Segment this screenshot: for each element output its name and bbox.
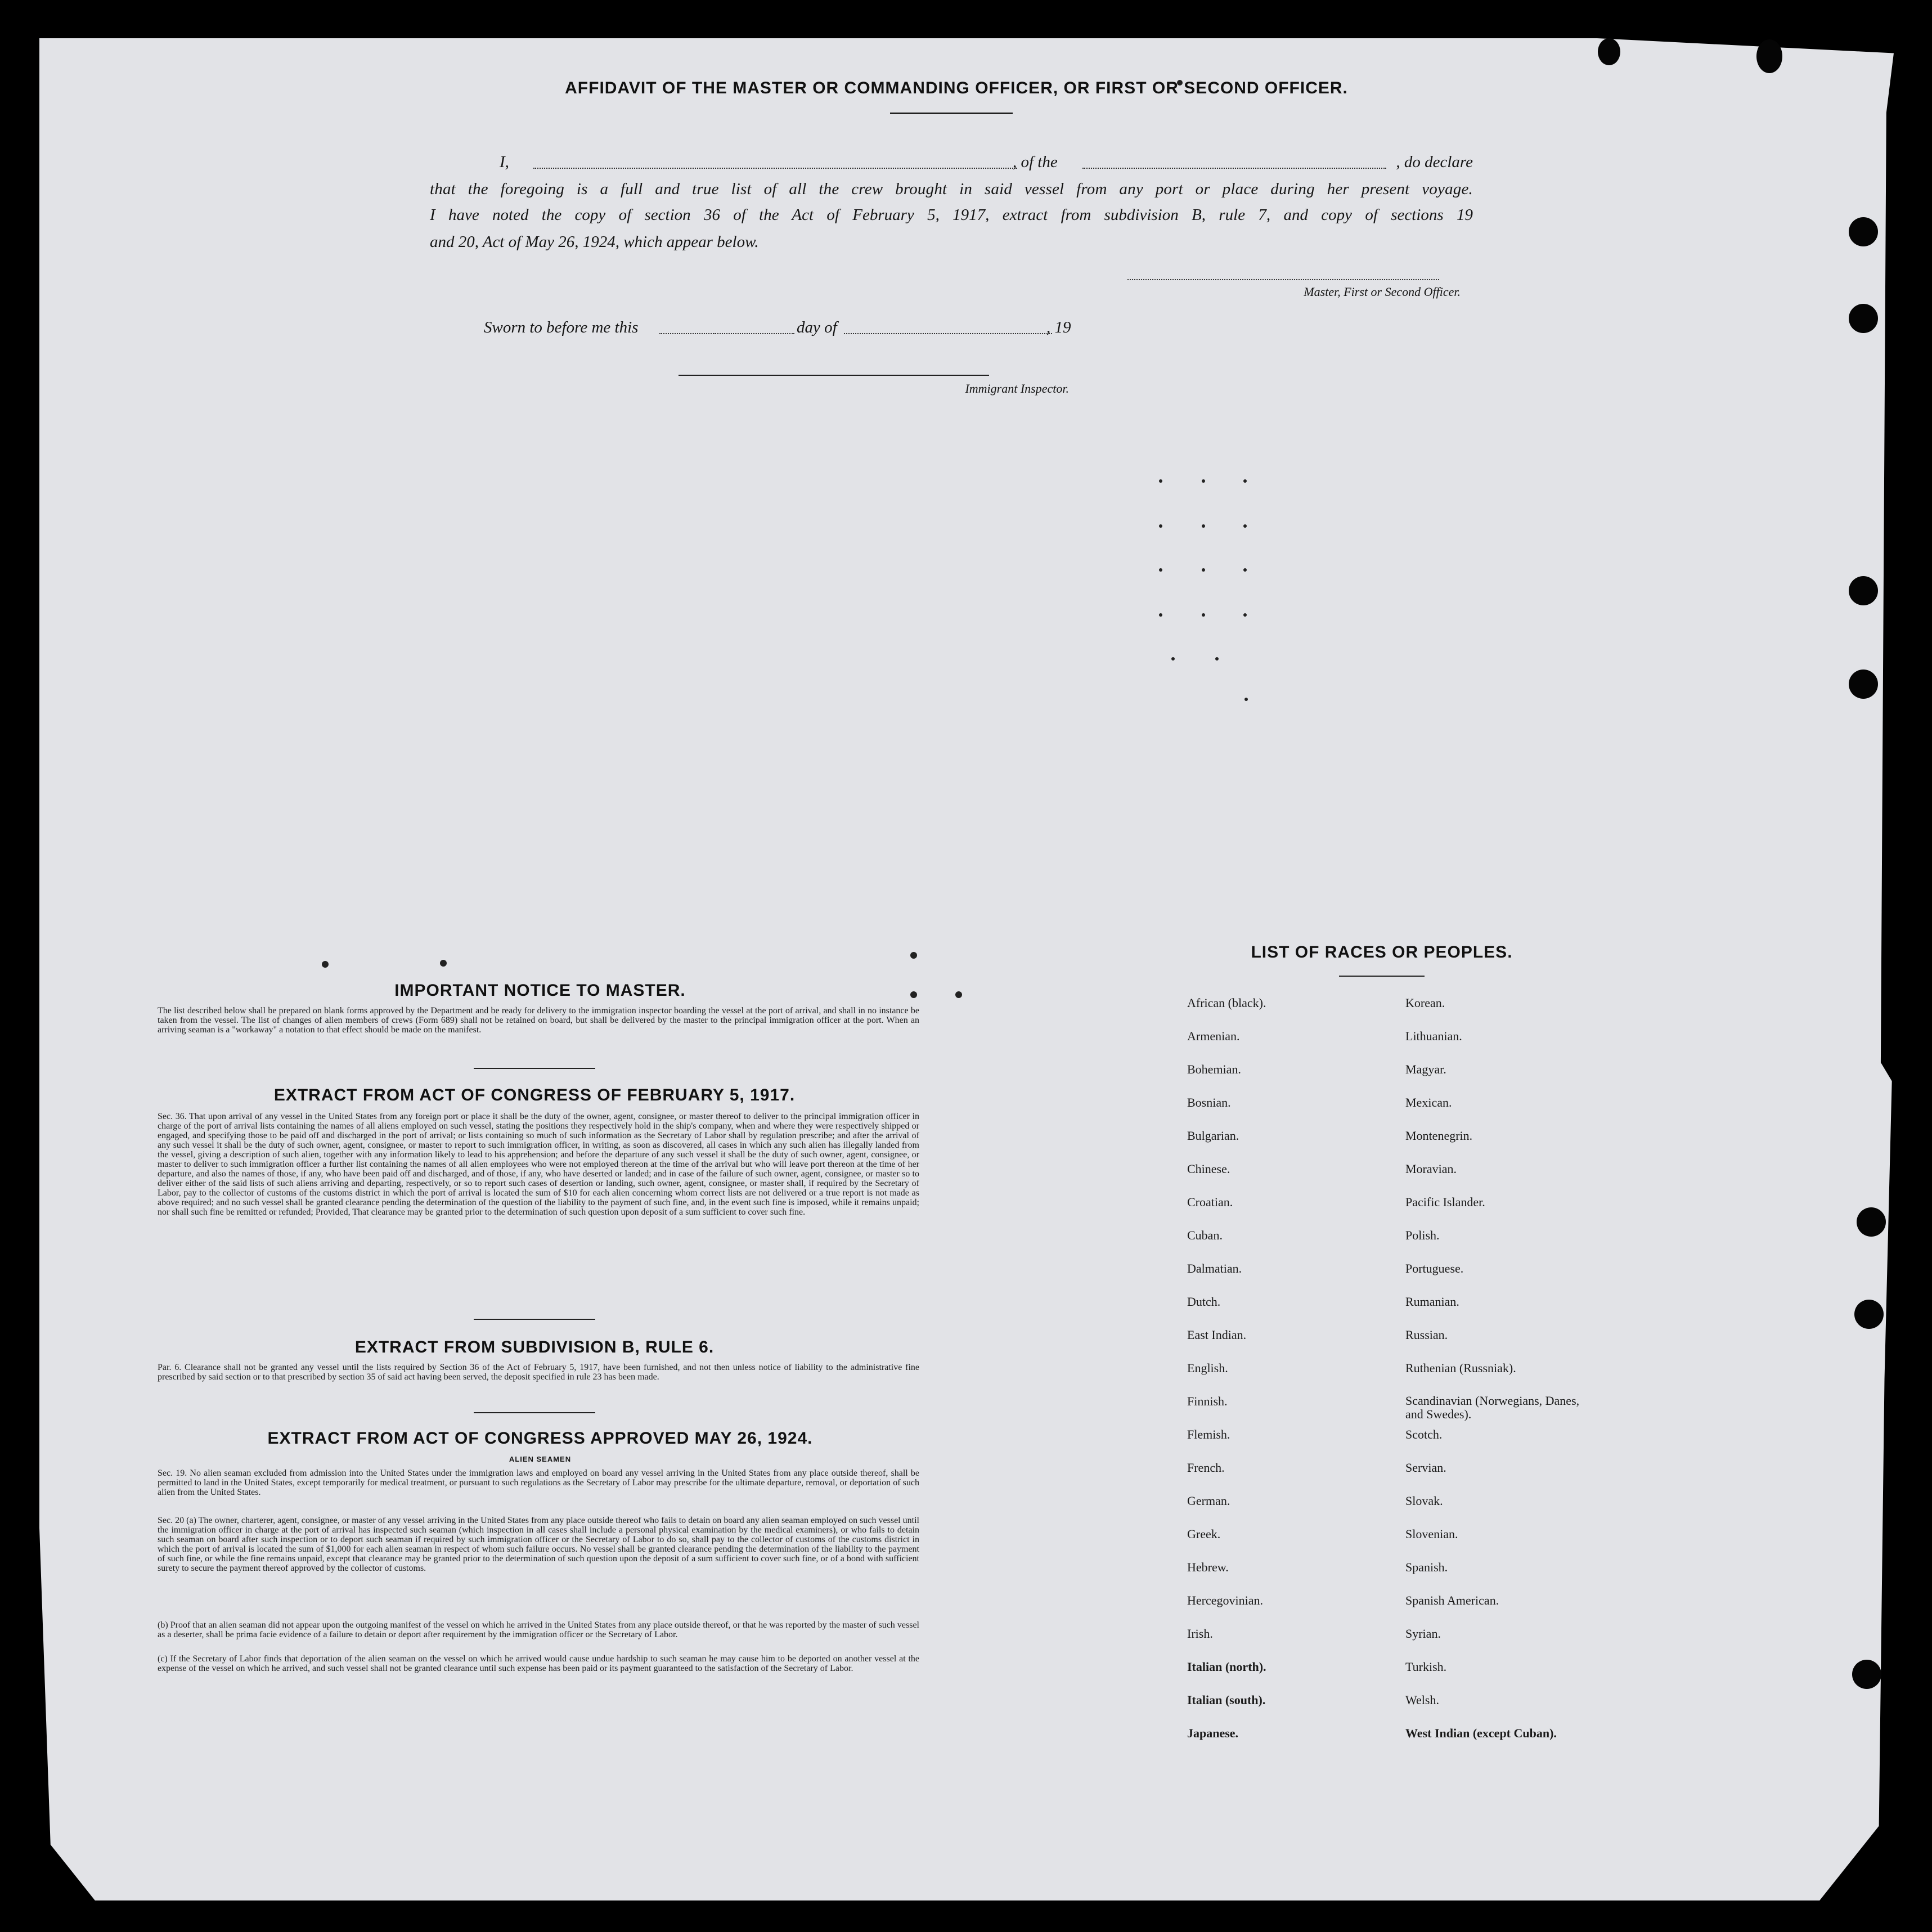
affidavit-line4: and 20, Act of May 26, 1924, which appear below.: [430, 233, 759, 251]
left-race-item: Dalmatian.: [1187, 1261, 1242, 1275]
affidavit-declare: , do declare: [1396, 153, 1473, 171]
left-race-item: English.: [1187, 1361, 1228, 1375]
sworn-prefix: Sworn to before me this: [484, 318, 639, 336]
speck: [1243, 613, 1247, 617]
speck: [910, 952, 917, 959]
speck: [1171, 657, 1175, 661]
punch-hole: [1756, 39, 1782, 73]
right-race-item: Spanish American.: [1405, 1593, 1499, 1607]
vessel-field[interactable]: [1082, 168, 1386, 169]
punch-hole: [1852, 1660, 1881, 1689]
right-race-item: Russian.: [1405, 1328, 1448, 1342]
right-race-item: Lithuanian.: [1405, 1029, 1462, 1043]
left-race-item: Italian (south).: [1187, 1693, 1266, 1707]
left-race-item: Hebrew.: [1187, 1560, 1229, 1574]
punch-hole: [1849, 670, 1878, 699]
right-race-item: Spanish.: [1405, 1560, 1448, 1574]
left-race-item: African (black).: [1187, 996, 1266, 1010]
extract-1917-title: EXTRACT FROM ACT OF CONGRESS OF FEBRUARY 5, 1917.: [273, 1086, 796, 1104]
inspector-line[interactable]: [679, 375, 989, 376]
left-race-item: Bohemian.: [1187, 1062, 1241, 1076]
sworn-day-of: day of: [797, 318, 837, 336]
left-race-item: Hercegovinian.: [1187, 1593, 1263, 1607]
affidavit-line3: I have noted the copy of section 36 of the Act of February 5, 1917, extract from subdivision B, rule 7, and copy of sections 19: [430, 206, 1473, 224]
right-race-item: Ruthenian (Russniak).: [1405, 1361, 1516, 1375]
right-race-item: Scotch.: [1405, 1427, 1443, 1441]
signature-line[interactable]: [1127, 279, 1439, 280]
right-race-item: Syrian.: [1405, 1627, 1441, 1641]
sworn-month-fill: [844, 333, 1052, 334]
extract-1924-title: EXTRACT FROM ACT OF CONGRESS APPROVED MAY 26, 1924.: [267, 1429, 813, 1448]
speck: [1202, 524, 1205, 528]
speck: [1159, 613, 1162, 617]
speck: [1159, 524, 1162, 528]
right-race-item: Slovak.: [1405, 1494, 1443, 1508]
left-race-item: French.: [1187, 1461, 1225, 1475]
left-race-item: Bosnian.: [1187, 1095, 1231, 1109]
speck: [1244, 698, 1248, 701]
sec19-text: Sec. 19. No alien seaman excluded from admission into the United States under the immigration laws and employed on board any vessel arriving in the United States from any place outside thereof, shall be permitted to land in the United States, except temporarily for medical treatment, or pursuant to such regulations as the Secretary of Labor may prescribe for the ultimate departure, removal, or deportation of such alien from the United States.: [158, 1468, 919, 1497]
speck: [440, 960, 447, 967]
sworn-line: [484, 318, 1091, 341]
notice-text: The list described below shall be prepared on blank forms approved by the Department and be ready for delivery to the immigration inspector boarding the vessel at the port of arrival, and shall in no instance be taken from the vessel. The list of changes of alien members of crews (Form 689) shall not be retained on board, but shall be delivered by the master to the principal immigration officer at the port. When an arriving seaman is a "workaway" a notation to that effect should be made on the manifest.: [158, 1006, 919, 1035]
right-race-item: Servian.: [1405, 1461, 1446, 1475]
speck: [1243, 568, 1247, 572]
left-race-item: Italian (north).: [1187, 1660, 1266, 1674]
left-race-item: Dutch.: [1187, 1295, 1221, 1309]
notice-title: IMPORTANT NOTICE TO MASTER.: [394, 981, 686, 1000]
right-race-item: Slovenian.: [1405, 1527, 1458, 1541]
right-race-item: Mexican.: [1405, 1095, 1452, 1109]
punch-hole: [1598, 38, 1620, 65]
sworn-day-fill: [659, 333, 794, 334]
left-race-item: Greek.: [1187, 1527, 1221, 1541]
affidavit-line2: that the foregoing is a full and true list of all the crew brought in said vessel from any port or place during her present voyage.: [430, 180, 1473, 198]
divider: [474, 1319, 595, 1320]
left-race-item: Bulgarian.: [1187, 1129, 1239, 1143]
sec20c-text: (c) If the Secretary of Labor finds that deportation of the alien seaman on the vessel on which he arrived would cause undue hardship to such seaman he may cause him to be deported on another vessel at the expense of the vessel on which he arrived, and such vessel shall not be granted clearance until such expense has been paid or its payment guaranteed to the satisfaction of the Secretary of Labor.: [158, 1654, 919, 1673]
left-race-item: Cuban.: [1187, 1228, 1223, 1242]
alien-seamen-subtitle: ALIEN SEAMEN: [509, 1455, 572, 1463]
name-field[interactable]: [533, 168, 1017, 169]
left-race-item: Irish.: [1187, 1627, 1213, 1641]
left-race-item: Croatian.: [1187, 1195, 1233, 1209]
right-race-item: Moravian.: [1405, 1162, 1457, 1176]
right-race-item: Pacific Islander.: [1405, 1195, 1485, 1209]
extract-rule-text: Par. 6. Clearance shall not be granted any vessel until the lists required by Section 36 of the Act of February 5, 1917, have been furnished, and not then unless notice of liability to the administrative fine prescribed by said section or to that prescribed by section 35 of said act having been served, the deposit specified in rule 23 has been made.: [158, 1363, 919, 1382]
left-race-item: Flemish.: [1187, 1427, 1230, 1441]
divider: [474, 1412, 595, 1413]
divider: [474, 1068, 595, 1069]
extract-1917-text: Sec. 36. That upon arrival of any vessel in the United States from any foreign port or place it shall be the duty of the owner, agent, consignee, or master thereof to deliver to the principal immigration officer in charge of the port of arrival lists containing the names of all aliens employed on such vessel, stating the positions they respectively hold in the ship's company, when and where they were respectively shipped or engaged, and specifying those to be paid off and discharged in the port of arrival; or lists containing so much of such information as the Secretary of Labor shall by regulation prescribe; and after the arrival of any such vessel it shall be the duty of such owner, agent, consignee, or master to report to such immigration officer, in writing, as soon as discovered, all cases in which any such alien has illegally landed from the vessel, giving a description of such alien, together with any information likely to lead to his apprehension; and before the departure of any such vessel it shall be the duty of such owner, agent, consignee, or master to deliver to such immigration officer a further list containing the names of all alien employees who were not employed thereon at the time of the arrival but who will leave port thereon at the time of her departure, and also the names of those, if any, who have been paid off and discharged, and of those, if any, who have deserted or landed; and in case of the failure of such owner, agent, consignee, or master so to deliver either of the said lists of such aliens arriving and departing, respectively, or so to report such cases of desertion or landing, such owner, agent, consignee, or master shall, if required by the Secretary of Labor, pay to the collector of customs of the customs district in which the port of arrival is located the sum of $10 for each alien concerning whom correct lists are not delivered or a true report is not made as above required; and no such vessel shall be granted clearance pending the determination of the question of the liability to the payment of such fine, and, in the event such fine is imposed, while it remains unpaid; nor shall such fine be remitted or refunded; Provided, That clearance may be granted prior to the determination of such question upon deposit of a sum sufficient to cover such fine.: [158, 1112, 919, 1217]
punch-hole: [1849, 576, 1878, 605]
right-race-item: Portuguese.: [1405, 1261, 1464, 1275]
sec20b-text: (b) Proof that an alien seaman did not appear upon the outgoing manifest of the vessel on which he arrived in the United States from any place outside thereof, or that he was reported by the master of such vessel as a deserter, shall be prima facie evidence of a failure to detain or deport after requirement by the immigration officer or the Secretary of Labor.: [158, 1620, 919, 1639]
sec20a-text: Sec. 20 (a) The owner, charterer, agent, consignee, or master of any vessel arriving in the United States from any place outside thereof who fails to detain on board any alien seaman employed on such vessel until the immigration officer in charge at the port of arrival has inspected such seaman (which inspection in all cases shall include a personal physical examination by the medical examiners), or who fails to detain such seaman on board after such inspection or to deport such seaman if required by such immigration officer or the Secretary of Labor to do so, shall pay to the collector of customs of the customs district in which the port of arrival is located the sum of $1,000 for each alien seaman in respect of whom such failure occurs. No vessel shall be granted clearance pending the determination of the liability to the payment of such fine, or while the fine remains unpaid, except that clearance may be granted prior to the determination of such question upon the deposit of a sum sufficient to cover such fine, or of a bond with sufficient surety to secure the payment thereof approved by the collector of customs.: [158, 1516, 919, 1573]
right-race-item: West Indian (except Cuban).: [1405, 1726, 1557, 1740]
speck: [1243, 524, 1247, 528]
speck: [1159, 479, 1162, 483]
left-race-item: Japanese.: [1187, 1726, 1239, 1740]
right-race-item: Rumanian.: [1405, 1295, 1459, 1309]
inspector-label: Immigrant Inspector.: [965, 381, 1069, 396]
title-underline: [890, 113, 1013, 114]
left-race-item: German.: [1187, 1494, 1230, 1508]
extract-rule-title: EXTRACT FROM SUBDIVISION B, RULE 6.: [354, 1338, 715, 1356]
left-race-item: East Indian.: [1187, 1328, 1247, 1342]
right-race-item: Welsh.: [1405, 1693, 1439, 1707]
sworn-year: , 19: [1046, 318, 1071, 336]
races-underline: [1339, 976, 1425, 977]
speck: [1202, 568, 1205, 572]
left-race-item: Finnish.: [1187, 1394, 1228, 1408]
right-race-item: Montenegrin.: [1405, 1129, 1473, 1143]
speck: [1159, 568, 1162, 572]
signature-label: Master, First or Second Officer.: [1304, 285, 1461, 299]
speck: [1243, 479, 1247, 483]
speck: [1202, 479, 1205, 483]
right-race-item: Turkish.: [1405, 1660, 1447, 1674]
right-race-item: Korean.: [1405, 996, 1445, 1010]
left-race-item: Chinese.: [1187, 1162, 1230, 1176]
right-race-item: Magyar.: [1405, 1062, 1446, 1076]
affidavit-of-the: , of the: [1013, 153, 1058, 171]
right-race-item: Polish.: [1405, 1228, 1440, 1242]
speck: [1215, 657, 1219, 661]
affidavit-title: AFFIDAVIT OF THE MASTER OR COMMANDING OFFICER, OR FIRST OR SECOND OFFICER.: [565, 79, 1348, 97]
right-race-item: Scandinavian (Norwegians, Danes, and Swedes).: [1405, 1394, 1580, 1421]
affidavit-i: I,: [500, 153, 509, 171]
speck: [910, 991, 917, 998]
punch-hole: [1857, 1207, 1886, 1237]
punch-hole: [1854, 1300, 1884, 1329]
speck: [1202, 613, 1205, 617]
punch-hole: [1849, 304, 1878, 333]
punch-hole: [1849, 217, 1878, 246]
left-race-item: Armenian.: [1187, 1029, 1240, 1043]
speck: [322, 961, 329, 968]
speck: [955, 991, 962, 998]
races-title: LIST OF RACES OR PEOPLES.: [1251, 943, 1513, 961]
affidavit-line1: [500, 153, 1473, 173]
